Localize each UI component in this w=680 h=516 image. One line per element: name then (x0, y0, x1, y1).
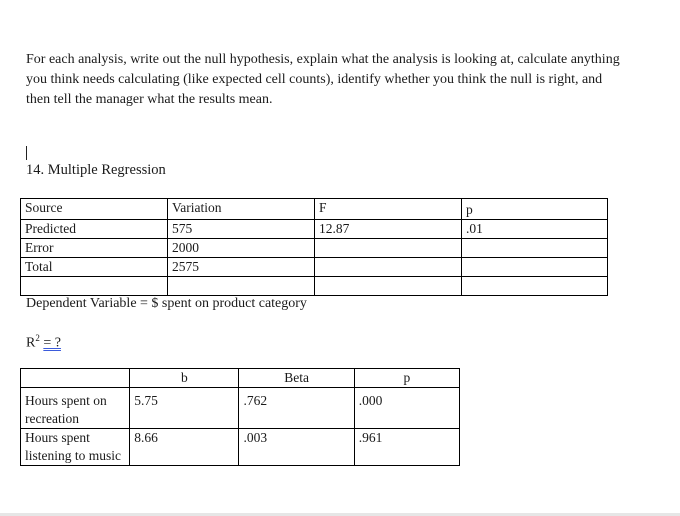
table-cell: Hours spent on recreation (21, 388, 130, 429)
table-row (21, 258, 608, 277)
r-squared-base: R (26, 335, 36, 351)
table-cell (315, 239, 462, 258)
table-cell (21, 277, 168, 296)
dependent-variable-note: Dependent Variable = $ spent on product category (26, 296, 307, 311)
table-cell (315, 258, 462, 277)
table-cell (462, 258, 608, 277)
table-row (21, 239, 608, 258)
table-cell: 12.87 (315, 220, 462, 239)
table-cell: Error (21, 239, 168, 258)
table-cell: .000 (354, 388, 459, 429)
table-cell: 2575 (168, 258, 315, 277)
table-row (21, 388, 460, 429)
coef-header-cell: b (130, 369, 239, 388)
coef-header-cell: p (354, 369, 459, 388)
anova-header-row (21, 199, 608, 220)
r-squared-value: = ? (43, 335, 61, 351)
table-cell: Total (21, 258, 168, 277)
r-squared-exponent: 2 (35, 333, 40, 343)
table-cell (168, 277, 315, 296)
text-cursor (26, 146, 27, 160)
instructions-paragraph: For each analysis, write out the null hypothesis, explain what the analysis is looking at, calculate anything you think needs calculating (like expected cell counts), identify whether you think the null is right, and then tell the manager what the results mean. (26, 52, 620, 107)
coef-header-cell: Beta (239, 369, 354, 388)
table-cell: .01 (462, 220, 608, 239)
table-cell (315, 277, 462, 296)
coef-header-cell (21, 369, 130, 388)
table-cell: 575 (168, 220, 315, 239)
coefficients-table (20, 368, 460, 466)
table-cell: 2000 (168, 239, 315, 258)
anova-table (20, 198, 608, 296)
anova-header-cell: p (462, 199, 608, 220)
table-cell: .961 (354, 429, 459, 466)
anova-header-cell: F (315, 199, 462, 220)
table-cell: .003 (239, 429, 354, 466)
table-row (21, 429, 460, 466)
section-heading: 14. Multiple Regression (26, 162, 166, 178)
anova-header-cell: Variation (168, 199, 315, 220)
table-cell: Predicted (21, 220, 168, 239)
table-cell: .762 (239, 388, 354, 429)
table-cell: 5.75 (130, 388, 239, 429)
table-cell: 8.66 (130, 429, 239, 466)
r-squared-line (26, 333, 61, 352)
table-row (21, 220, 608, 239)
table-cell (462, 277, 608, 296)
table-cell: Hours spent listening to music (21, 429, 130, 466)
table-row (21, 277, 608, 296)
anova-header-cell: Source (21, 199, 168, 220)
table-cell (462, 239, 608, 258)
coef-header-row (21, 369, 460, 388)
